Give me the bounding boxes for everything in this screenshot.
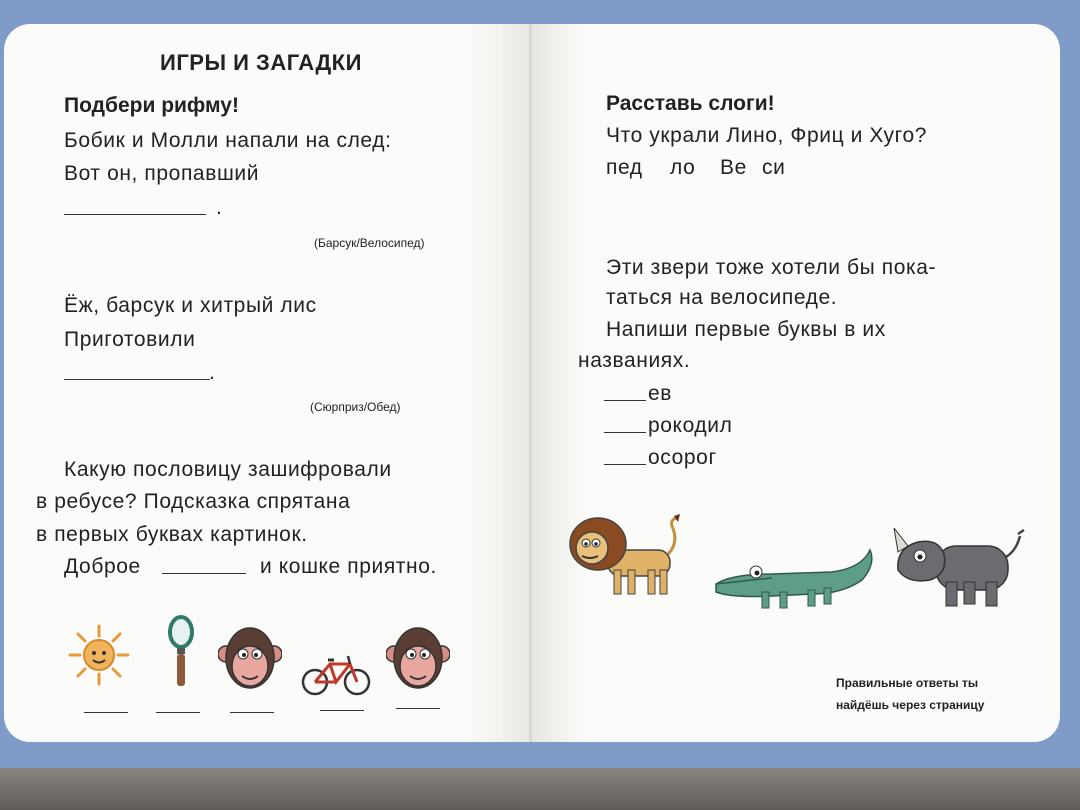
lion-icon — [568, 514, 688, 604]
magnifier-icon — [164, 614, 198, 694]
word-ending-3: осорог — [648, 446, 717, 469]
rhyme1-answer-blank[interactable] — [64, 214, 206, 215]
syllable-4: си — [762, 156, 786, 179]
word-ending-1: ев — [648, 382, 673, 405]
rebus-blank-5[interactable] — [396, 708, 440, 709]
right-page — [532, 24, 1060, 742]
monkey-icon — [386, 624, 450, 696]
rhyme1-line2: Вот он, пропавший — [64, 162, 260, 185]
monkey-icon — [218, 624, 282, 696]
bicycle-icon — [300, 652, 372, 698]
proverb-start: Доброе — [64, 555, 141, 578]
rebus-blank-4[interactable] — [320, 710, 364, 711]
syllables-heading: Расставь слоги! — [606, 92, 775, 115]
answers-note-line2: найдёшь через страницу — [836, 698, 985, 712]
sun-icon — [64, 620, 134, 690]
rebus-line2: в ребусе? Подсказка спрятана — [36, 490, 351, 513]
proverb-answer-blank[interactable] — [162, 573, 246, 574]
rhyme1-period: . — [216, 196, 223, 219]
book-edge — [0, 768, 1080, 810]
rhino-icon — [892, 518, 1032, 618]
rhyme1-hint: (Барсук/Велосипед) — [314, 236, 425, 250]
crocodile-icon — [712, 544, 882, 614]
word-blank-3[interactable] — [604, 464, 646, 465]
syllables-question: Что украли Лино, Фриц и Хуго? — [606, 124, 928, 147]
rebus-line1: Какую пословицу зашифровали — [64, 458, 392, 481]
syllable-3: Ве — [720, 156, 747, 179]
rebus-blank-3[interactable] — [230, 712, 274, 713]
rhyme2-hint: (Сюрприз/Обед) — [310, 400, 401, 414]
rhyme2-period: . — [209, 361, 216, 384]
word-ending-2: рокодил — [648, 414, 733, 437]
rebus-line3: в первых буквах картинок. — [36, 523, 308, 546]
animals-line1: Эти звери тоже хотели бы пока- — [606, 256, 937, 279]
rhyme1-line1: Бобик и Молли напали на след: — [64, 129, 392, 152]
answers-note-line1: Правильные ответы ты — [836, 676, 979, 690]
page-title: ИГРЫ И ЗАГАДКИ — [160, 50, 362, 75]
syllable-1: пед — [606, 156, 643, 179]
animals-line2: таться на велосипеде. — [606, 286, 838, 309]
syllable-2: ло — [670, 156, 696, 179]
animals-line4: названиях. — [578, 349, 691, 372]
rebus-blank-2[interactable] — [156, 712, 200, 713]
rhyme-heading: Подбери рифму! — [64, 94, 239, 117]
left-page — [4, 24, 530, 742]
rebus-blank-1[interactable] — [84, 712, 128, 713]
rhyme2-line1: Ёж, барсук и хитрый лис — [64, 294, 317, 317]
proverb-end: и кошке приятно. — [260, 555, 437, 578]
word-blank-1[interactable] — [604, 400, 646, 401]
word-blank-2[interactable] — [604, 432, 646, 433]
rhyme2-answer-blank[interactable] — [64, 379, 210, 380]
rhyme2-line2: Приготовили — [64, 328, 196, 351]
animals-line3: Напиши первые буквы в их — [606, 318, 886, 341]
